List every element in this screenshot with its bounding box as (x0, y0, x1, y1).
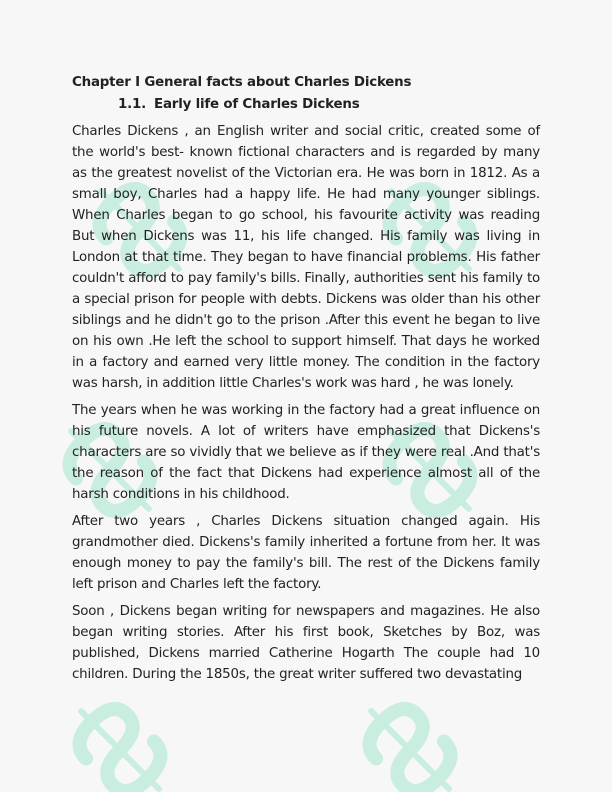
paragraph: Soon , Dickens began writing for newspapers and magazines. He also began writing stories. After his first book, Sketches by Boz, was published, Dickens married Catherine Hogarth The couple had 10 children. During the 1850s, the great writer suffered two devastating (72, 604, 540, 682)
section-title: Early life of Charles Dickens (154, 97, 360, 112)
section-heading (118, 94, 540, 115)
watermark-mark (60, 690, 180, 792)
document-body (72, 72, 540, 691)
chapter-title: Chapter I General facts about Charles Dickens (72, 75, 412, 90)
section-number: 1.1. (118, 97, 147, 112)
paragraph: Charles Dickens , an English writer and social critic, created some of the world's best- known fictional characters and is regarded by many as the greatest novelist of the Victorian era. He was born in 1812. As a small boy, Charles had a happy life. He had many younger siblings. When Charles began to go school, his favourite activity was reading But when Dickens was 11, his life changed. His family was living in London at that time. They began to have financial problems. His father couldn't afford to pay family's bills. Finally, authorities sent his family to a special prison for people with debts. Dickens was older than his other siblings and he didn't go to the prison .After this event he began to live on his own .He left the school to support himself. That days he worked in a factory and earned very little money. The condition in the factory was harsh, in addition little Charles's work was hard , he was lonely. (72, 124, 540, 391)
watermark-mark (350, 690, 470, 792)
paragraph: The years when he was working in the factory had a great influence on his future novels. A lot of writers have emphasized that Dickens's characters are so vividly that we believe as if they were real .And that's the reason of the fact that Dickens had experience almost all of the harsh conditions in his childhood. (72, 403, 540, 502)
paragraph: After two years , Charles Dickens situation changed again. His grandmother died. Dickens's family inherited a fortune from her. It was enough money to pay the family's bill. The rest of the Dickens family left prison and Charles left the factory. (72, 514, 540, 592)
